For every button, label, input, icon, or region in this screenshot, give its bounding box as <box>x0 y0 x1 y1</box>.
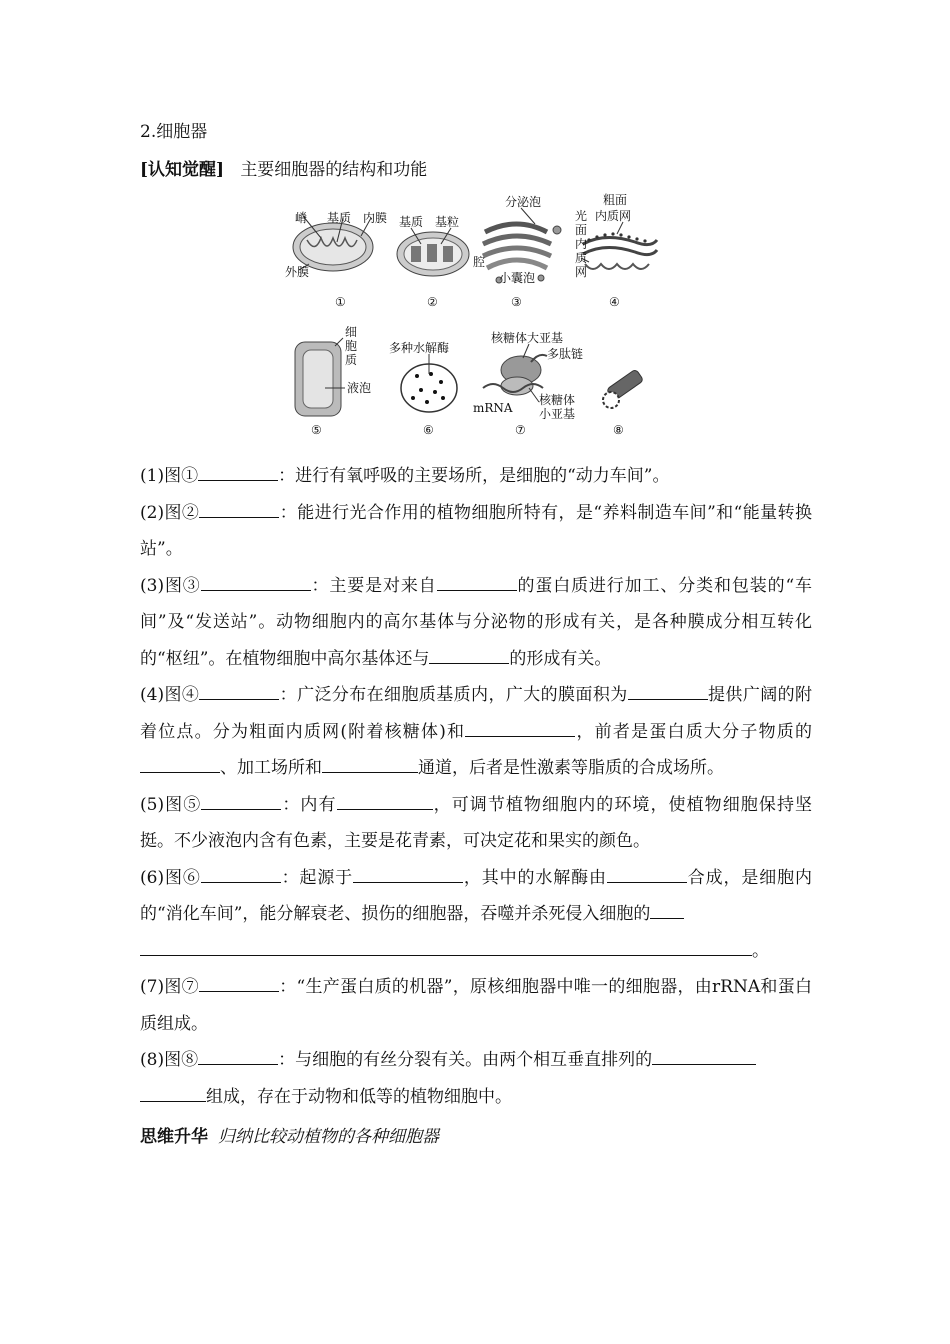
chloroplast-drawing <box>397 228 469 276</box>
p6-text-2: ，其中的水解酶由 <box>463 867 607 888</box>
answer-blank[interactable] <box>140 1083 206 1102</box>
figure-number-1: ① <box>335 295 346 309</box>
paragraph-8 <box>140 1042 812 1115</box>
p6-text-1: ：起源于 <box>280 867 354 888</box>
p3-text-3: 的形成有关。 <box>509 648 612 669</box>
p8-text-2: 组成，存在于动物和低等的植物细胞中。 <box>206 1086 512 1107</box>
answer-blank[interactable] <box>337 791 433 810</box>
label-smooth-1: 光 <box>575 209 588 223</box>
centriole-drawing <box>603 369 644 408</box>
p1-label: (1)图① <box>140 466 199 486</box>
label-matrix-1: 基质 <box>327 211 352 225</box>
answer-blank[interactable] <box>650 900 684 919</box>
label-er: 内质网 <box>595 209 632 223</box>
answer-blank[interactable] <box>140 754 220 773</box>
answer-blank[interactable] <box>652 1046 756 1065</box>
label-smooth-5: 网 <box>575 265 588 279</box>
intro-tag: [认知觉醒] <box>140 160 225 180</box>
answer-blank[interactable] <box>201 791 281 810</box>
label-hydrolases: 多种水解酶 <box>389 341 450 355</box>
p4-text-2: 提供广阔的附着位点。分为粗面内质网(附着核糖体)和 <box>140 685 813 742</box>
figure-number-7: ⑦ <box>515 423 526 437</box>
document-page <box>140 118 812 1155</box>
answer-blank[interactable] <box>198 1046 278 1065</box>
answer-blank[interactable] <box>353 864 463 883</box>
answer-blank[interactable] <box>465 718 575 737</box>
lysosome-drawing <box>401 354 457 412</box>
p4-text-4: 、加工场所和 <box>220 758 322 778</box>
label-mrna: mRNA <box>473 401 513 415</box>
answer-blank[interactable] <box>437 572 517 591</box>
paragraph-1 <box>140 458 812 495</box>
label-cristae: 嵴 <box>295 211 308 225</box>
label-inner-membrane: 内膜 <box>363 211 388 225</box>
p7-label: (7)图⑦ <box>140 977 199 997</box>
p5-label: (5)图⑤ <box>140 794 202 815</box>
summary-text: 归纳比较动植物的各种细胞器 <box>218 1127 439 1147</box>
answer-blank[interactable] <box>199 681 279 700</box>
er-drawing <box>581 222 657 269</box>
p3-text-1: ：主要是对来自 <box>310 575 437 596</box>
p6-label: (6)图⑥ <box>140 867 201 888</box>
figure-number-8: ⑧ <box>613 423 624 437</box>
p6-text-4: 。 <box>752 940 769 961</box>
label-smooth-3: 内 <box>575 237 588 251</box>
label-matrix-2: 基质 <box>399 215 424 229</box>
paragraph-2 <box>140 495 812 568</box>
label-cyto-3: 质 <box>345 353 358 367</box>
answer-blank[interactable] <box>201 864 281 883</box>
p5-text-2: ，可调节植物细胞内的环境，使植物细胞保持坚挺。不少液泡内含有色素，主要是花青素，可决定花和果实的颜色。 <box>140 794 813 851</box>
label-small-vesicle: 小囊泡 <box>499 271 536 285</box>
p8-text-1: ：与细胞的有丝分裂有关。由两个相互垂直排列的 <box>278 1050 653 1070</box>
label-cyto-1: 细 <box>345 325 358 339</box>
label-smooth-4: 质 <box>575 251 588 265</box>
vacuole-cell-drawing <box>295 338 345 416</box>
p3-label: (3)图③ <box>140 575 201 596</box>
answer-blank[interactable] <box>198 462 278 481</box>
intro-line <box>140 156 812 184</box>
paragraph-3 <box>140 568 812 678</box>
label-grana: 基粒 <box>435 215 460 229</box>
organelle-figure <box>140 192 812 444</box>
label-outer-membrane: 外膜 <box>285 265 310 279</box>
intro-text: 主要细胞器的结构和功能 <box>240 160 428 180</box>
paragraph-5 <box>140 787 812 860</box>
paragraph-6 <box>140 860 812 970</box>
p5-text-1: ：内有 <box>281 794 337 815</box>
section-title: 2.细胞器 <box>140 122 208 142</box>
answer-blank[interactable] <box>199 973 279 992</box>
p4-text-1: ：广泛分布在细胞质基质内，广大的膜面积为 <box>279 685 628 705</box>
label-small-subunit: 小亚基 <box>539 407 576 421</box>
figure-number-3: ③ <box>511 295 522 309</box>
paragraph-7 <box>140 969 812 1042</box>
label-smooth-2: 面 <box>575 223 588 237</box>
figure-number-4: ④ <box>609 295 620 309</box>
answer-blank[interactable] <box>628 681 708 700</box>
summary-heading: 思维升华 <box>140 1127 208 1147</box>
label-cyto-2: 胞 <box>345 339 358 353</box>
label-vacuole: 液泡 <box>347 381 372 395</box>
paragraph-4 <box>140 677 812 787</box>
label-polypeptide: 多肽链 <box>547 347 584 361</box>
ribosome-drawing <box>483 344 547 402</box>
answer-blank-long[interactable] <box>140 937 752 956</box>
answer-blank[interactable] <box>201 572 311 591</box>
figure-number-5: ⑤ <box>311 423 322 437</box>
summary-line <box>140 1119 812 1155</box>
p7-text: ：“生产蛋白质的机器”，原核细胞器中唯一的细胞器，由rRNA和蛋白质组成。 <box>140 977 812 1034</box>
p4-text-5: 通道，后者是性激素等脂质的合成场所。 <box>418 758 724 778</box>
answer-blank[interactable] <box>199 499 279 518</box>
p2-text: ：能进行光合作用的植物细胞所特有，是“养料制造车间”和“能量转换站”。 <box>140 502 812 559</box>
label-lumen: 腔 <box>473 255 486 269</box>
label-rough: 粗面 <box>603 193 628 207</box>
p2-label: (2)图② <box>140 502 200 523</box>
label-secretory-vesicle: 分泌泡 <box>505 195 542 209</box>
answer-blank[interactable] <box>322 754 418 773</box>
p1-text: ：进行有氧呼吸的主要场所，是细胞的“动力车间”。 <box>278 466 670 486</box>
p8-label: (8)图⑧ <box>140 1050 199 1070</box>
answer-blank[interactable] <box>429 645 509 664</box>
figure-number-6: ⑥ <box>423 423 434 437</box>
p4-label: (4)图④ <box>140 685 200 705</box>
p3-text-2: 的蛋白质进行加工、分类和包装的“车间”及“发送站”。动物细胞内的高尔基体与分泌物的形成有关，是各种膜成分相互转化的“枢纽”。在植物细胞中高尔基体还与 <box>140 575 812 669</box>
organelle-illustrations <box>285 192 665 444</box>
answer-blank[interactable] <box>607 864 687 883</box>
p6-text-3: 合成，是细胞内的“消化车间”，能分解衰老、损伤的细胞器，吞噬并杀死侵入细胞的 <box>140 867 813 924</box>
label-large-subunit: 核糖体大亚基 <box>491 331 564 345</box>
p4-text-3: ，前者是蛋白质大分子物质的 <box>575 721 813 742</box>
figure-number-2: ② <box>427 295 438 309</box>
label-ribosome: 核糖体 <box>539 393 576 407</box>
